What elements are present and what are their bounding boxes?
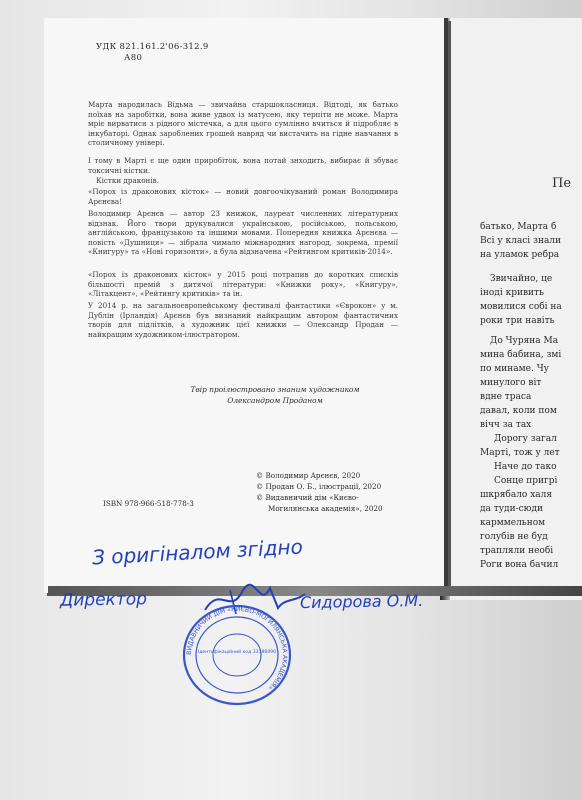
right-page-line: давал, коли пом <box>480 406 557 416</box>
udk-code: УДК 821.161.2'06-312.9 <box>96 42 209 52</box>
awards-paragraph: «Порох із драконових кісток» у 2015 році потрапив до коротких списків більшості премій з дитячої літератури: «Книжки року», «Книгуру», «Літакцент», «Рейтингу критиків» та ін. <box>88 270 398 299</box>
stamp-inner-text: Ідентифікаційний код 33196090 <box>197 650 277 655</box>
right-page-heading-fragment: Пе <box>552 176 572 191</box>
signature-title: Директор <box>59 589 148 611</box>
right-page-line: іноді кривить <box>480 288 544 298</box>
right-page-line: До Чуряна Ма <box>490 336 559 346</box>
illustrator-name: Олександром Проданом <box>227 396 323 405</box>
right-page-line: Марті, тож у лет <box>480 448 560 458</box>
copyright-line: © Видавничий дім «Києво- <box>256 493 359 502</box>
right-page-line: карммельном <box>480 518 546 528</box>
right-page-line: голубів не буд <box>480 532 548 542</box>
copyright-line: Могилянська академія», 2020 <box>268 504 383 513</box>
illustrator-credit <box>160 384 390 406</box>
right-page-line: роки три навіть <box>480 316 555 326</box>
signatory-name: Сидорова О.М. <box>299 590 424 613</box>
annotation-paragraph: «Порох із драконових кісток» — новий довгоочікуваний роман Володимира Арєнєва! <box>88 187 398 206</box>
right-page-line: шкрябало халя <box>480 490 553 500</box>
right-page-line: мовилися собі на <box>480 302 562 312</box>
stamp-ring-text: ВИДАВНИЧИЙ ДІМ «КИЄВО-МОГИЛЯНСЬКА АКАДЕМІЯ» <box>185 605 289 692</box>
annotation-paragraph: Кістки драконів. <box>96 176 159 185</box>
right-page-line: Наче до тако <box>494 462 557 472</box>
right-page-line: трапляли необі <box>480 546 554 556</box>
eurocon-paragraph: У 2014 р. на загальноєвропейському фестивалі фантастики «Єврокон» у м. Дублін (Ірландія) Арєнєв був визнаний найкращим автором фантастичних творів для підлітків, а художник цієї книжки — Олександр Продан — найкращим художником-ілюстратором. <box>88 301 398 339</box>
right-page-line: Звичайно, це <box>490 274 553 284</box>
copyright-block <box>256 470 383 514</box>
right-page-line: вдне траса <box>480 392 532 402</box>
right-page-line: мина бабина, змі <box>480 350 562 360</box>
copyright-line: © Володимир Арєнєв, 2020 <box>256 471 361 480</box>
right-page-line: минулого віт <box>480 378 542 388</box>
right-page-line: Всі у класі знали <box>480 236 562 246</box>
copyright-line: © Продан О. Б., ілюстрації, 2020 <box>256 482 382 491</box>
right-page-line: по минаме. Чу <box>480 364 549 374</box>
udk-classification <box>96 42 209 64</box>
isbn-number: ISBN 978-966-518-778-3 <box>103 499 194 508</box>
author-mark: А80 <box>124 53 143 63</box>
right-page-line: на уламок ребра <box>480 250 560 260</box>
right-page-line: вічч за тах <box>480 420 532 430</box>
author-bio-paragraph: Володимир Арєнєв — автор 23 книжок, лауреат численних літературних відзнак. Його твори друкувалися українською, російською, польською, англійською, французькою та іншими мовами. Попередня книжка Арєнєва — повість «Душниця» — зібрала чимало міжнародних нагород, зокрема, премії «Книгуру» та «Нові горизонти», а була відзначена «Рейтингом критиків-2014». <box>88 209 398 257</box>
right-page-line: батько, Марта б <box>480 222 557 232</box>
official-stamp-icon <box>181 603 293 707</box>
annotation-paragraph: І тому в Марті є ще один приробіток, вона потай знходить, вибирає й збуває токсичні кістки. <box>88 156 398 175</box>
illustrator-credit-line: Твір проілюстровано знаним художником <box>190 385 360 394</box>
certification-handwriting: З оригіналом згідно <box>91 534 304 570</box>
right-page-line: да туди-сюди <box>480 504 544 514</box>
annotation-paragraph: Марта народилась Відьма — звичайна старшокласниця. Відтоді, як батько поїхав на заробітки, вона живе удвох із матусею, яку терпіти не може. Марта мріє вирватися з рідного містечка, а для цього сумлінно вчиться й підробляє в інкубаторі. Однак зароблених грошей навряд чи вистачить на гідне навчання в столичному універі. <box>88 100 398 148</box>
right-page-line: Дорогу загал <box>494 434 557 444</box>
right-page-line: Сонце пригрі <box>494 476 558 486</box>
right-page-line: Роги вона бачил <box>480 560 559 570</box>
